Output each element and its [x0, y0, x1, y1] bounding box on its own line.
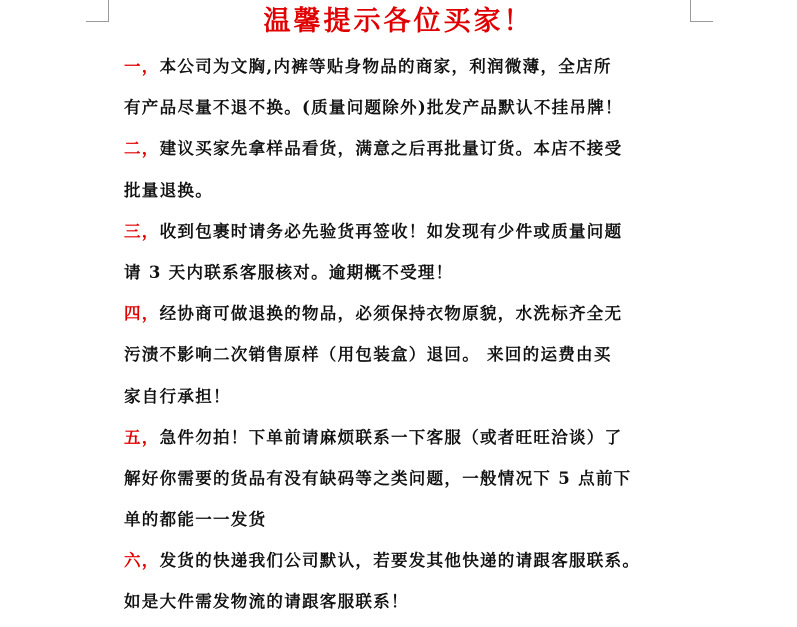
notice-text: 家自行承担！ [124, 386, 231, 406]
notice-text: 污渍不影响二次销售原样（用包装盒）退回。 来回的运费由买 [124, 345, 612, 365]
notice-text: 经协商可做退换的物品，必须保持衣物原貌，水洗标齐全无 [159, 304, 623, 324]
notice-text: 发货的快递我们公司默认，若要发其他快递的请跟客服联系。 [159, 551, 641, 571]
notice-body [124, 46, 684, 623]
notice-line [124, 211, 684, 252]
notice-text: 批量退换。 [124, 180, 213, 200]
notice-text: 请 3 天内联系客服核对。逾期概不受理！ [124, 262, 454, 282]
notice-line [124, 581, 684, 622]
notice-line [124, 46, 684, 87]
item-number: 五， [124, 427, 160, 447]
notice-line [124, 87, 684, 128]
notice-text: 本公司为文胸,内裤等贴身物品的商家，利润微薄，全店所 [159, 57, 612, 76]
notice-line [124, 376, 684, 417]
notice-text: 急件勿拍！下单前请麻烦联系一下客服（或者旺旺洽谈）了 [159, 427, 623, 447]
notice-line [124, 293, 684, 334]
notice-line [124, 458, 684, 499]
notice-line [124, 334, 684, 375]
notice-line [124, 417, 684, 458]
notice-line [124, 170, 684, 211]
notice-line [124, 252, 684, 293]
notice-text: 如是大件需发物流的请跟客服联系！ [124, 592, 409, 612]
item-number: 四， [124, 304, 160, 324]
item-number: 一， [124, 57, 160, 76]
notice-line [124, 499, 684, 540]
notice-text: 收到包裹时请务必先验货再签收！如发现有少件或质量问题 [159, 221, 623, 241]
item-number: 三， [124, 221, 160, 241]
page-title: 温馨提示各位买家！ [263, 6, 534, 37]
notice-line [124, 540, 684, 581]
notice-text: 解好你需要的货品有没有缺码等之类问题，一般情况下 5 点前下 [124, 468, 632, 488]
item-number: 六， [124, 551, 160, 571]
notice-text: 单的都能一一发货 [124, 510, 267, 530]
item-number: 二， [124, 139, 160, 159]
notice-text: 有产品尽量不退不换。(质量问题除外)批发产品默认不挂吊牌！ [124, 98, 623, 118]
notice-line [124, 128, 684, 169]
notice-text: 建议买家先拿样品看货，满意之后再批量订货。本店不接受 [159, 139, 623, 159]
